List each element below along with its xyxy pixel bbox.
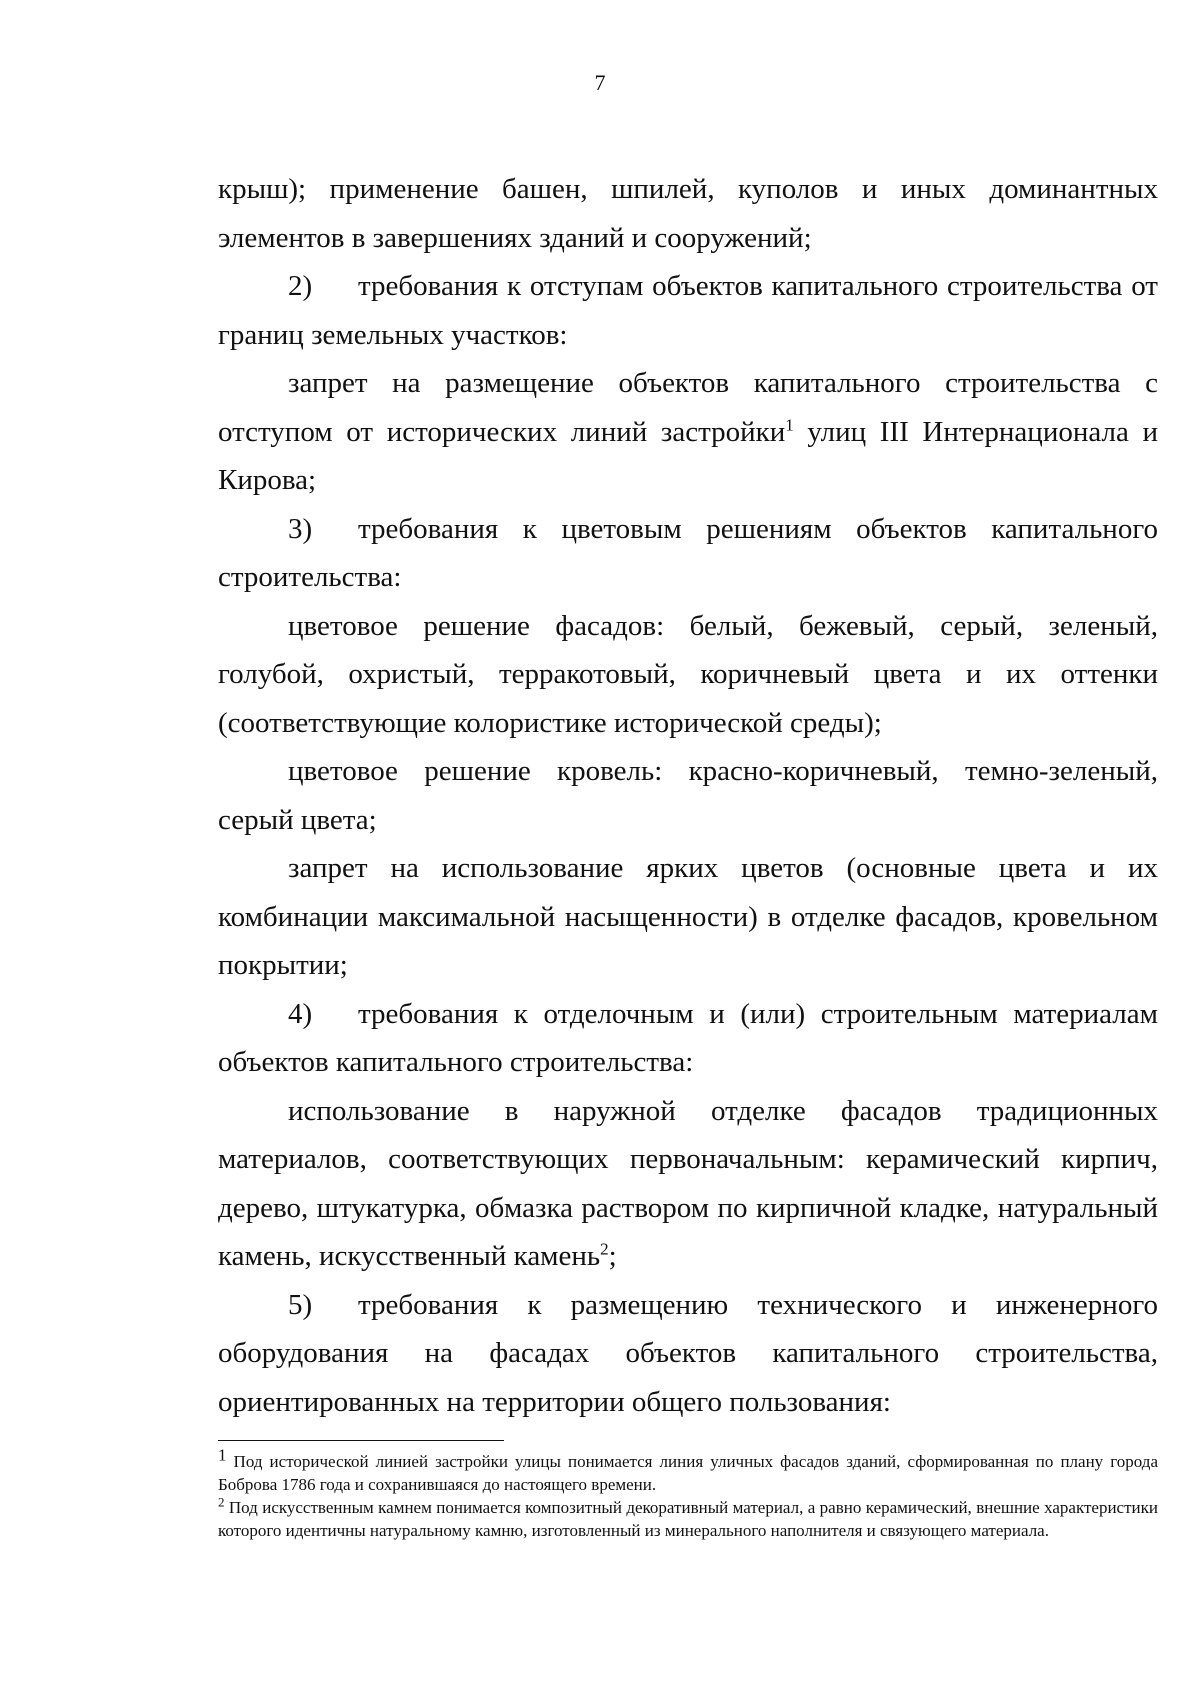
paragraph-roofs-towers: крыш); применение башен, шпилей, куполов и иных доминантных элементов в завершениях зданий и сооружений; xyxy=(218,173,1158,254)
paragraph-text: использование в наружной отделке фасадов традиционных материалов, соответствующих первоначальным: керамический кирпич, дерево, штукатурка, обмазка раствором по кирпичной кладке, натуральный камень, искусственный камень xyxy=(218,1094,1158,1272)
item-3-colors xyxy=(218,505,1158,602)
footnote-separator xyxy=(218,1440,504,1441)
page-number: 7 xyxy=(594,70,606,95)
paragraph-text: улиц III Интернационала и Кирова; xyxy=(218,415,1158,496)
paragraph-text: ; xyxy=(608,1240,617,1272)
item-text: требования к отделочным и (или) строительным материалам объектов капитального строительства: xyxy=(218,997,1158,1078)
item-text: требования к размещению технического и инженерного оборудования на фасадах объектов капитального строительства, ориентированных на территории общего пользования: xyxy=(218,1288,1158,1418)
footnote-text: Под исторической линией застройки улицы понимается линия уличных фасадов зданий, сформированная по плану города Боброва 1786 года и сохранившаяся до настоящего времени. xyxy=(218,1452,1158,1494)
footnote-ref-2: 2 xyxy=(600,1239,609,1259)
footnote-2 xyxy=(218,1496,1158,1542)
footnote-mark: 1 xyxy=(218,1445,227,1465)
item-text: требования к цветовым решениям объектов капитального строительства: xyxy=(218,512,1158,593)
item-text: требования к отступам объектов капитального строительства от границ земельных участков: xyxy=(218,270,1158,351)
paragraph-roof-colors: цветовое решение кровель: красно-коричневый, темно-зеленый, серый цвета; xyxy=(218,755,1158,836)
paragraph-setback-ban xyxy=(218,359,1158,505)
footnote-mark: 2 xyxy=(218,1494,225,1510)
paragraph-traditional-materials xyxy=(218,1087,1158,1281)
footnote-ref-1: 1 xyxy=(785,414,794,434)
footnote-1 xyxy=(218,1445,1158,1496)
item-number: 5) xyxy=(288,1288,313,1321)
paragraph-bright-colors-ban: запрет на использование ярких цветов (основные цвета и их комбинации максимальной насыщенности) в отделке фасадов, кровельном покрытии; xyxy=(218,852,1158,981)
item-2-setbacks xyxy=(218,262,1158,359)
paragraph-facade-colors: цветовое решение фасадов: белый, бежевый, серый, зеленый, голубой, охристый, терракотовый, коричневый цвета и их оттенки (соответствующие колористике исторической среды); xyxy=(218,609,1158,739)
footnotes xyxy=(218,1445,1158,1542)
document-body xyxy=(218,165,1158,1426)
paragraph-text: запрет на размещение объектов капитального строительства с отступом от исторических линий застройки xyxy=(218,367,1158,448)
item-number: 2) xyxy=(288,270,313,302)
item-number: 3) xyxy=(288,512,313,545)
footnote-text: Под искусственным камнем понимается композитный декоративный материал, а равно керамический, внешние характеристики которого идентичны натуральному камню, изготовленный из минерального наполнителя и связующего материала. xyxy=(218,1498,1158,1540)
item-5-equipment xyxy=(218,1281,1158,1427)
item-number: 4) xyxy=(288,997,313,1030)
item-4-materials xyxy=(218,990,1158,1087)
